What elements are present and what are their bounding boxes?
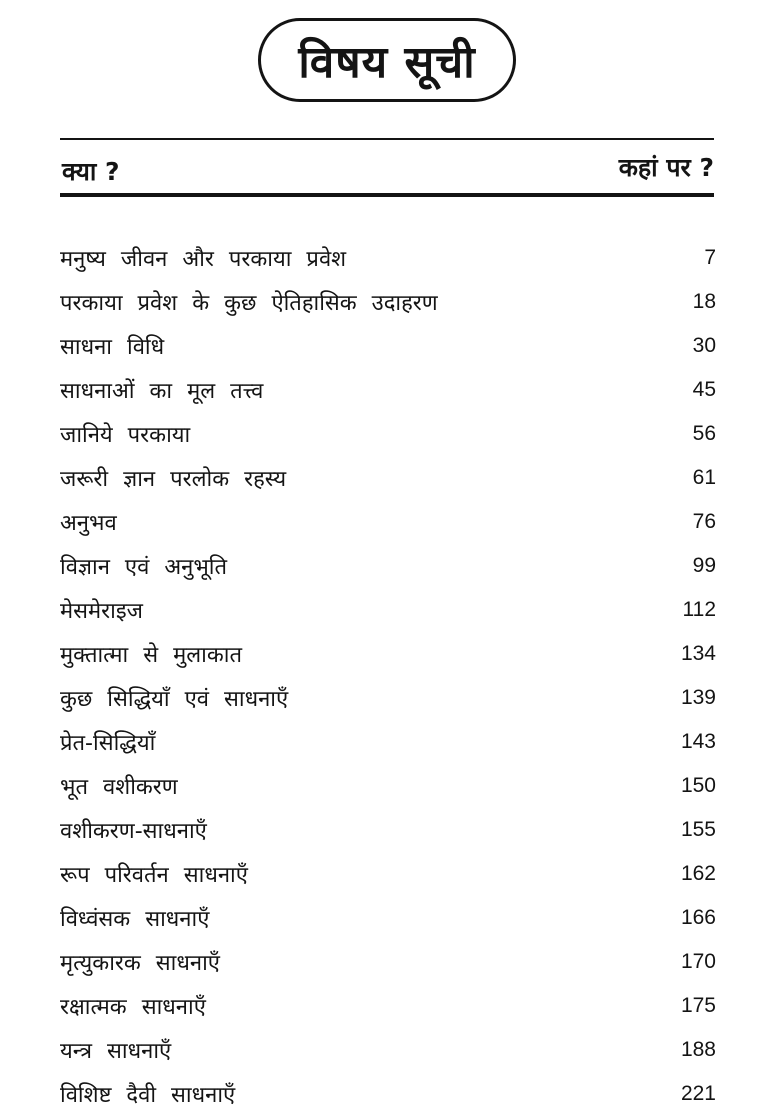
toc-entry-page-number: 18	[692, 290, 716, 313]
toc-entry-title: प्रेत-सिद्धियाँ	[60, 731, 156, 756]
toc-entry-title: मेसमेराइज	[60, 599, 144, 624]
toc-entry-page-number: 162	[680, 862, 716, 885]
toc-entry-page-number: 56	[692, 422, 716, 445]
toc-entry-page-number: 30	[692, 334, 716, 357]
toc-entry-page-number: 112	[682, 598, 716, 621]
toc-entry	[60, 368, 716, 412]
toc-entry	[60, 324, 716, 368]
header-top-rule	[60, 138, 714, 140]
toc-entry	[60, 412, 716, 456]
toc-entry-title: अनुभव	[60, 511, 117, 536]
toc-entry-title: रूप परिवर्तन साधनाएँ	[60, 863, 248, 888]
toc-entry-title: जानिये परकाया	[60, 423, 191, 448]
toc-entry	[60, 940, 716, 984]
toc-entry-title: कुछ सिद्धियाँ एवं साधनाएँ	[60, 687, 289, 712]
title-frame	[258, 18, 516, 102]
toc-entry-page-number: 61	[692, 466, 716, 489]
toc-entry-title: वशीकरण-साधनाएँ	[60, 819, 207, 844]
toc-entry-page-number: 221	[680, 1082, 716, 1105]
header-bottom-rule	[60, 193, 714, 197]
toc-entry-page-number: 139	[680, 686, 716, 709]
toc-entry-title: विज्ञान एवं अनुभूति	[60, 555, 228, 580]
toc-entry-page-number: 76	[692, 510, 716, 533]
toc-entry	[60, 500, 716, 544]
toc-entry	[60, 544, 716, 588]
toc-entry-title: यन्त्र साधनाएँ	[60, 1039, 172, 1064]
toc-entry-page-number: 99	[692, 554, 716, 577]
toc-entry	[60, 1028, 716, 1072]
toc-entry-title: रक्षात्मक साधनाएँ	[60, 995, 206, 1020]
toc-entry-title: साधना विधि	[60, 335, 165, 360]
toc-entry-page-number: 166	[680, 906, 716, 929]
toc-entry	[60, 236, 716, 280]
page-title: विषय सूची	[298, 37, 476, 88]
toc-entry-title: मुक्तात्मा से मुलाकात	[60, 643, 242, 668]
toc-entry-page-number: 155	[680, 818, 716, 841]
toc-entry-title: मनुष्य जीवन और परकाया प्रवेश	[60, 247, 347, 272]
toc-entry-page-number: 170	[680, 950, 716, 973]
toc-entry	[60, 676, 716, 720]
column-header-what: क्या ?	[62, 157, 120, 186]
toc-entry	[60, 808, 716, 852]
toc-entry-title: जरूरी ज्ञान परलोक रहस्य	[60, 467, 287, 492]
toc-entry	[60, 1072, 716, 1116]
toc-entry-page-number: 134	[680, 642, 716, 665]
toc-entry-title: भूत वशीकरण	[60, 775, 178, 800]
toc-entry-page-number: 45	[692, 378, 716, 401]
contents-list	[60, 236, 716, 1116]
column-header-where: कहां पर ?	[618, 153, 714, 182]
toc-entry-title: विशिष्ट दैवी साधनाएँ	[60, 1083, 236, 1108]
toc-entry	[60, 984, 716, 1028]
toc-entry	[60, 764, 716, 808]
toc-entry-page-number: 7	[704, 246, 716, 269]
toc-entry-title: विध्वंसक साधनाएँ	[60, 907, 210, 932]
toc-entry-title: मृत्युकारक साधनाएँ	[60, 951, 220, 976]
toc-entry-page-number: 143	[680, 730, 716, 753]
toc-entry-title: साधनाओं का मूल तत्त्व	[60, 379, 264, 404]
toc-entry	[60, 588, 716, 632]
toc-entry-page-number: 188	[680, 1038, 716, 1061]
toc-entry	[60, 896, 716, 940]
toc-entry-page-number: 175	[680, 994, 716, 1017]
toc-entry	[60, 456, 716, 500]
toc-entry	[60, 852, 716, 896]
toc-entry-page-number: 150	[680, 774, 716, 797]
toc-entry-title: परकाया प्रवेश के कुछ ऐतिहासिक उदाहरण	[60, 291, 438, 316]
toc-entry	[60, 632, 716, 676]
toc-entry	[60, 280, 716, 324]
toc-entry	[60, 720, 716, 764]
